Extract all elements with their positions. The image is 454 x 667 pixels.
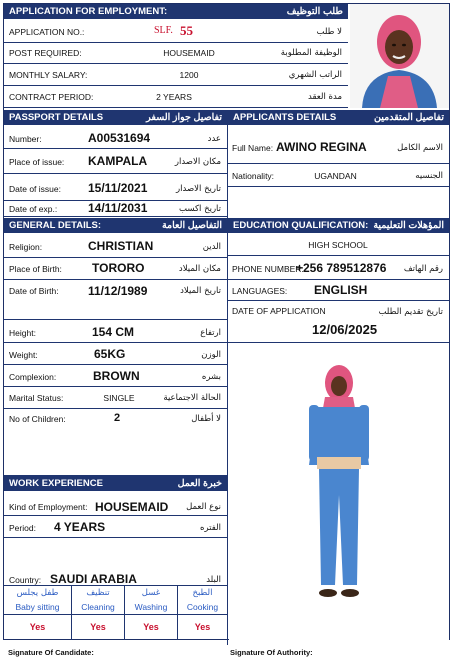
passport-number-ar: عدد bbox=[207, 134, 221, 144]
applicant-title: APPLICANTS DETAILS bbox=[233, 112, 337, 123]
salary-ar: الراتب الشهري bbox=[288, 70, 342, 80]
education-title: EDUCATION QUALIFICATION: bbox=[233, 220, 369, 231]
row-marital bbox=[4, 387, 227, 409]
row-birth-place bbox=[4, 258, 227, 280]
skills-row-rule bbox=[4, 614, 227, 615]
row-phone bbox=[228, 256, 449, 280]
application-title: APPLICATION FOR EMPLOYMENT: bbox=[9, 6, 168, 17]
religion-label: Religion: bbox=[9, 242, 43, 252]
dob-value: 11/12/1989 bbox=[88, 284, 148, 298]
skill-baby-sitting-label: Baby sitting bbox=[15, 602, 60, 612]
row-languages bbox=[228, 280, 449, 301]
contract-ar: مدة العقد bbox=[308, 92, 342, 102]
issue-date-ar: تاريخ الاصدار bbox=[176, 184, 221, 194]
portrait-photo bbox=[350, 4, 449, 108]
skill-baby-sitting-value: Yes bbox=[29, 622, 46, 632]
post-value: HOUSEMAID bbox=[163, 48, 215, 58]
row-period bbox=[4, 516, 227, 538]
period-ar: الفتره bbox=[200, 523, 221, 533]
religion-ar: الدين bbox=[202, 242, 221, 252]
passport-header bbox=[4, 110, 227, 125]
general-header bbox=[4, 218, 227, 233]
passport-title: PASSPORT DETAILS bbox=[9, 112, 104, 123]
skill-cleaning-label: Cleaning bbox=[81, 602, 115, 612]
passport-number-value: A00531694 bbox=[88, 131, 151, 145]
skill-washing-value: Yes bbox=[143, 622, 159, 632]
row-height bbox=[4, 320, 227, 343]
application-title-ar: طلب التوظيف bbox=[286, 6, 343, 17]
applicant-header bbox=[228, 110, 449, 125]
skill-cooking-label: Cooking bbox=[186, 602, 219, 612]
phone-ar: رقم الهاتف bbox=[403, 264, 443, 274]
application-date-ar: تاريخ تقديم الطلب bbox=[378, 307, 443, 317]
row-children bbox=[4, 409, 227, 431]
work-header bbox=[4, 476, 227, 491]
skill-washing-ar: غسل bbox=[141, 588, 161, 598]
education-header bbox=[228, 218, 449, 233]
skill-washing-label: Washing bbox=[134, 602, 168, 612]
row-complexion bbox=[4, 365, 227, 387]
row-country bbox=[4, 538, 227, 586]
exp-date-label: Date of exp.: bbox=[9, 204, 58, 214]
row-nationality bbox=[228, 164, 449, 187]
row-employment-kind bbox=[4, 492, 227, 516]
full-name-label: Full Name: bbox=[232, 143, 274, 153]
work-title-ar: خبرة العمل bbox=[177, 478, 222, 489]
weight-label: Weight: bbox=[9, 350, 38, 360]
weight-ar: الوزن bbox=[201, 350, 221, 360]
dob-label: Date of Birth: bbox=[9, 286, 59, 296]
row-passport-number bbox=[4, 126, 227, 149]
full-body-photo bbox=[229, 345, 449, 640]
languages-label: LANGUAGES: bbox=[232, 286, 288, 296]
height-label: Height: bbox=[9, 328, 36, 338]
education-title-ar: المؤهلات التعليمية bbox=[373, 220, 444, 231]
general-title-ar: التفاصيل العامة bbox=[161, 220, 222, 231]
languages-value: ENGLISH bbox=[314, 283, 368, 297]
application-header bbox=[4, 4, 226, 19]
skill-cooking-value: Yes bbox=[194, 622, 211, 632]
dob-ar: تاريخ الميلاد bbox=[180, 286, 221, 296]
period-label: Period: bbox=[9, 523, 36, 533]
row-dob bbox=[4, 280, 227, 320]
contract-label: CONTRACT PERIOD: bbox=[9, 92, 94, 102]
birth-place-value: TORORO bbox=[92, 261, 145, 275]
nationality-value: UGANDAN bbox=[314, 171, 357, 181]
row-application-no bbox=[4, 21, 348, 43]
skill-cooking-ar: الطبخ bbox=[192, 588, 213, 598]
country-label: Country: bbox=[9, 575, 42, 585]
row-full-name bbox=[228, 126, 449, 164]
marital-value: SINGLE bbox=[103, 393, 135, 403]
passport-number-label: Number: bbox=[9, 134, 42, 144]
full-body-photo-image bbox=[229, 345, 449, 640]
nationality-label: Nationality: bbox=[232, 171, 275, 181]
phone-value: +256 789512876 bbox=[296, 261, 387, 275]
complexion-ar: بشره bbox=[201, 372, 221, 382]
application-date-value: 12/06/2025 bbox=[312, 322, 378, 337]
full-name-ar: الاسم الكامل bbox=[397, 143, 443, 153]
salary-label: MONTHLY SALARY: bbox=[9, 70, 88, 80]
app-no-prefix: SLF. bbox=[154, 25, 173, 36]
issue-date-label: Date of issue: bbox=[9, 184, 61, 194]
row-religion bbox=[4, 234, 227, 258]
issue-place-label: Place of issue: bbox=[9, 157, 65, 167]
row-weight bbox=[4, 343, 227, 365]
full-name-value: AWINO REGINA bbox=[276, 140, 367, 154]
salary-value: 1200 bbox=[179, 70, 199, 80]
height-value: 154 CM bbox=[92, 325, 135, 339]
children-value: 2 bbox=[114, 412, 121, 424]
height-ar: ارتفاع bbox=[200, 328, 221, 338]
weight-value: 65KG bbox=[94, 347, 126, 361]
post-label: POST REQUIRED: bbox=[9, 48, 82, 58]
children-label: No of Children: bbox=[9, 414, 66, 424]
birth-place-ar: مكان الميلاد bbox=[178, 264, 221, 274]
country-ar: البلد bbox=[206, 575, 221, 585]
passport-title-ar: تفاصيل جواز السفر bbox=[146, 112, 222, 123]
row-application-date bbox=[228, 301, 449, 343]
row-post bbox=[4, 43, 348, 64]
contract-value: 2 YEARS bbox=[156, 92, 192, 102]
education-level-value: HIGH SCHOOL bbox=[308, 240, 368, 250]
period-value: 4 YEARS bbox=[54, 520, 106, 534]
application-date-label: DATE OF APPLICATION bbox=[232, 306, 326, 316]
skill-baby-sitting-ar: طفل يجلس bbox=[16, 588, 59, 598]
issue-place-ar: مكان الاصدار bbox=[174, 157, 221, 167]
work-top-rule bbox=[4, 475, 227, 476]
complexion-value: BROWN bbox=[93, 369, 140, 383]
issue-place-value: KAMPALA bbox=[88, 154, 148, 168]
employment-kind-label: Kind of Employment: bbox=[9, 502, 88, 512]
employment-kind-ar: نوع العمل bbox=[186, 502, 221, 512]
app-no-value: 55 bbox=[180, 23, 193, 38]
row-education-level bbox=[228, 234, 449, 256]
center-divider bbox=[227, 110, 228, 645]
app-no-label: APPLICATION NO.: bbox=[9, 27, 85, 37]
work-title: WORK EXPERIENCE bbox=[9, 478, 103, 489]
marital-label: Marital Status: bbox=[9, 393, 64, 403]
row-salary bbox=[4, 64, 348, 86]
skill-cleaning-ar: تنظيف bbox=[86, 588, 110, 598]
issue-date-value: 15/11/2021 bbox=[88, 181, 148, 195]
applicant-title-ar: تفاصيل المتقدمين bbox=[374, 112, 444, 123]
nationality-ar: الجنسيه bbox=[415, 171, 443, 181]
app-no-ar: لا طلب bbox=[316, 27, 342, 37]
complexion-label: Complexion: bbox=[9, 372, 57, 382]
birth-place-label: Place of Birth: bbox=[9, 264, 62, 274]
portrait-photo-image bbox=[350, 4, 449, 108]
authority-signature-label: Signature Of Authority: bbox=[230, 648, 313, 657]
exp-date-value: 14/11/2031 bbox=[88, 201, 148, 215]
candidate-signature-label: Signature Of Candidate: bbox=[8, 648, 94, 657]
skill-cleaning-value: Yes bbox=[90, 622, 106, 632]
general-title: GENERAL DETAILS: bbox=[9, 220, 102, 231]
row-issue-place bbox=[4, 149, 227, 174]
employment-kind-value: HOUSEMAID bbox=[95, 500, 169, 514]
country-value: SAUDI ARABIA bbox=[50, 572, 137, 586]
religion-value: CHRISTIAN bbox=[88, 239, 154, 253]
phone-label: PHONE NUMBER: bbox=[232, 264, 304, 274]
post-ar: الوظيفة المطلوبة bbox=[280, 48, 342, 58]
exp-date-ar: تاريخ اكسب bbox=[179, 204, 221, 214]
row-contract bbox=[4, 86, 348, 108]
marital-ar: الحالة الاجتماعية bbox=[163, 393, 221, 403]
application-header-ar bbox=[226, 4, 348, 19]
row-exp-date bbox=[4, 201, 227, 217]
children-ar: لا أطفال bbox=[191, 414, 221, 424]
row-issue-date bbox=[4, 174, 227, 201]
